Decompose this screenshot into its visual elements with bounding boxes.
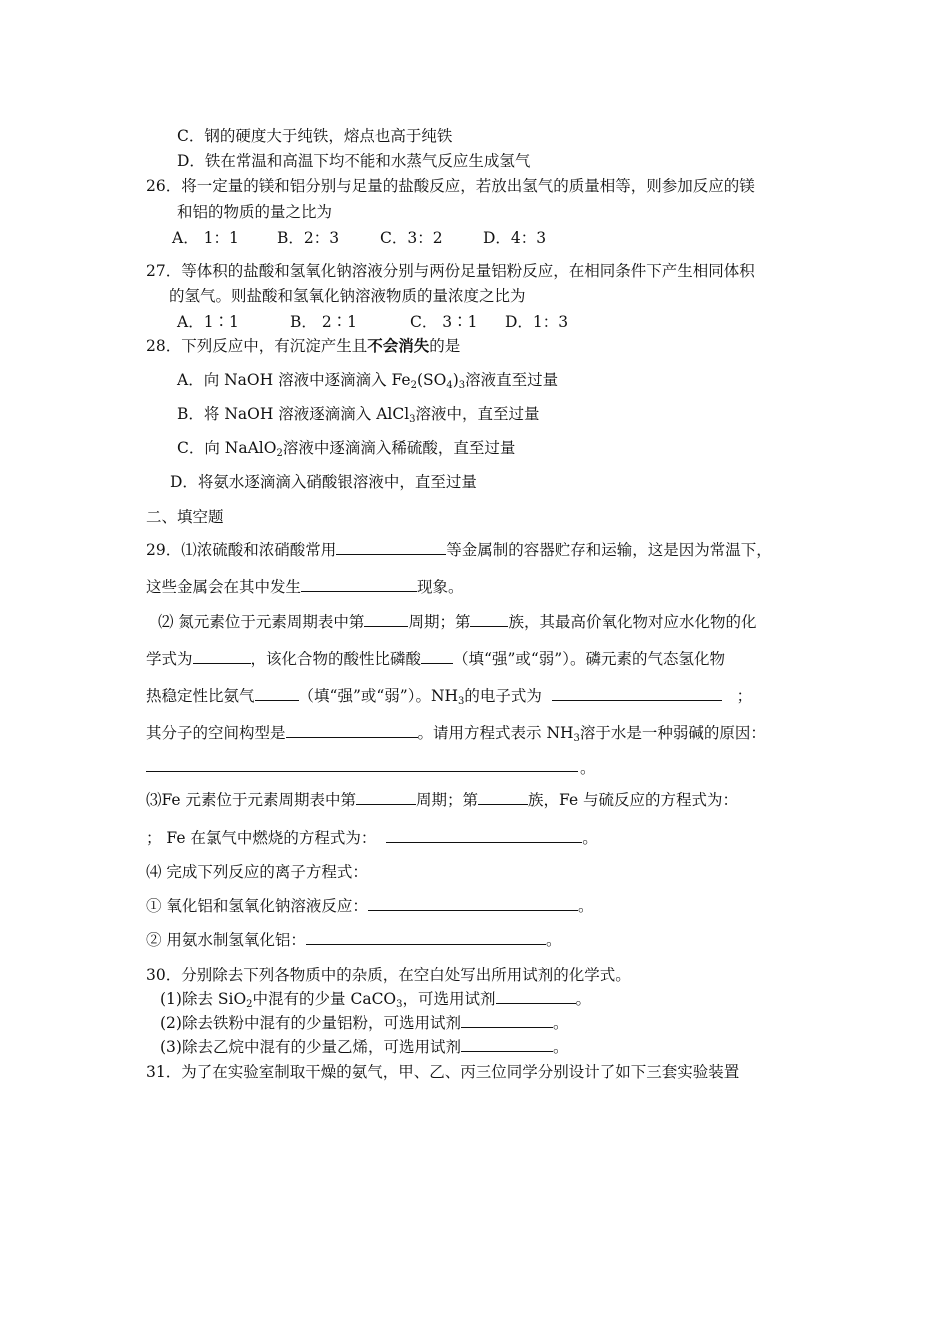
q30-item1: (1)除去 SiO$_2$中混有的少量 CaCO$_3$，可选用试剂 。: [160, 990, 592, 1010]
blank[interactable]: [421, 649, 453, 664]
blank[interactable]: [336, 540, 446, 555]
q28-option-c: C．向 NaAlO$_2$溶液中逐滴滴入稀硫酸，直至过量: [177, 439, 516, 459]
q29-line10: ⑷ 完成下列反应的离子方程式：: [146, 863, 368, 881]
q28-emphasis: 不会消失: [367, 336, 430, 355]
section-heading: 二、填空题: [146, 508, 224, 526]
q25-option-d: D．铁在常温和高温下均不能和水蒸气反应生成氢气: [177, 152, 531, 170]
q29-line4: 学式为 ，该化合物的酸性比磷酸 （填“强”或“弱”）。磷元素的气态氢化物: [146, 650, 725, 668]
q29-line2: 这些金属会在其中发生 现象。: [146, 578, 464, 596]
q29-line6: 其分子的空间构型是 。请用方程式表示 $NH_3$溶于水是一种弱碱的原因：: [146, 724, 766, 744]
q26-option-a: A． 1：1: [172, 229, 239, 247]
blank[interactable]: [461, 1013, 553, 1028]
q30-item3: (3)除去乙烷中混有的少量乙烯，可选用试剂 。: [160, 1038, 569, 1056]
q26-option-c: C．3：2: [380, 229, 443, 247]
q29-line8: ⑶Fe 元素位于元素周期表中第 周期；第 族，Fe 与硫反应的方程式为：: [146, 791, 739, 809]
blank[interactable]: [386, 828, 582, 843]
blank[interactable]: [496, 989, 576, 1004]
q29-line7-end: 。: [580, 759, 596, 777]
q29-line5: 热稳定性比氨气 （填“强”或“弱”）。$NH_3$的电子式为 ；: [146, 687, 753, 707]
blank[interactable]: [193, 649, 251, 664]
q29-line12: ② 用氨水制氢氧化铝： 。: [146, 931, 562, 949]
q29-line1: 29．⑴浓硫酸和浓硝酸常用 等金属制的容器贮存和运输，这是因为常温下，: [146, 541, 772, 559]
answer-line[interactable]: [146, 771, 578, 772]
q29-line3: ⑵ 氮元素位于元素周期表中第 周期；第 族，其最高价氧化物对应水化物的化: [158, 613, 757, 631]
q26-option-b: B．2：3: [277, 229, 340, 247]
blank[interactable]: [461, 1037, 553, 1052]
q28-option-a: A．向 NaOH 溶液中逐滴滴入 $Fe_2(SO_4)_3$溶液直至过量: [177, 371, 559, 391]
blank[interactable]: [286, 723, 418, 738]
q27-option-a: A．1∶1: [177, 313, 239, 331]
q29-line9: ； Fe 在氯气中燃烧的方程式为： 。: [146, 829, 598, 847]
blank[interactable]: [470, 612, 508, 627]
q29-line11: ① 氧化铝和氢氧化钠溶液反应： 。: [146, 897, 594, 915]
q27-stem-line2: 的氢气。则盐酸和氢氧化钠溶液物质的量浓度之比为: [169, 287, 526, 305]
q27-option-d: D．1：3: [505, 313, 569, 331]
q25-option-c: C．钢的硬度大于纯铁，熔点也高于纯铁: [177, 127, 453, 145]
blank[interactable]: [356, 790, 416, 805]
q30-item2: (2)除去铁粉中混有的少量铝粉，可选用试剂 。: [160, 1014, 569, 1032]
blank[interactable]: [552, 686, 722, 701]
q27-option-b: B． 2∶1: [290, 313, 358, 331]
q27-option-c: C． 3∶1: [410, 313, 478, 331]
blank[interactable]: [306, 930, 546, 945]
blank[interactable]: [368, 896, 578, 911]
blank[interactable]: [301, 577, 417, 592]
q28-option-d: D．将氨水逐滴滴入硝酸银溶液中，直至过量: [170, 473, 477, 491]
blank[interactable]: [364, 612, 408, 627]
q28-stem: 28．下列反应中，有沉淀产生且不会消失的是: [146, 336, 461, 355]
blank[interactable]: [478, 790, 528, 805]
q26-option-d: D．4：3: [483, 229, 547, 247]
q26-stem-line2: 和铝的物质的量之比为: [177, 203, 333, 221]
q30-stem: 30．分别除去下列各物质中的杂质，在空白处写出所用试剂的化学式。: [146, 966, 631, 984]
q28-option-b: B．将 NaOH 溶液逐滴滴入 AlCl$_3$溶液中，直至过量: [177, 405, 540, 425]
q27-stem-line1: 27．等体积的盐酸和氢氧化钠溶液分别与两份足量铝粉反应，在相同条件下产生相同体积: [146, 262, 755, 280]
blank[interactable]: [255, 686, 299, 701]
q31-stem: 31．为了在实验室制取干燥的氨气，甲、乙、丙三位同学分别设计了如下三套实验装置: [146, 1063, 740, 1081]
q26-stem-line1: 26．将一定量的镁和铝分别与足量的盐酸反应，若放出氢气的质量相等，则参加反应的镁: [146, 177, 755, 195]
